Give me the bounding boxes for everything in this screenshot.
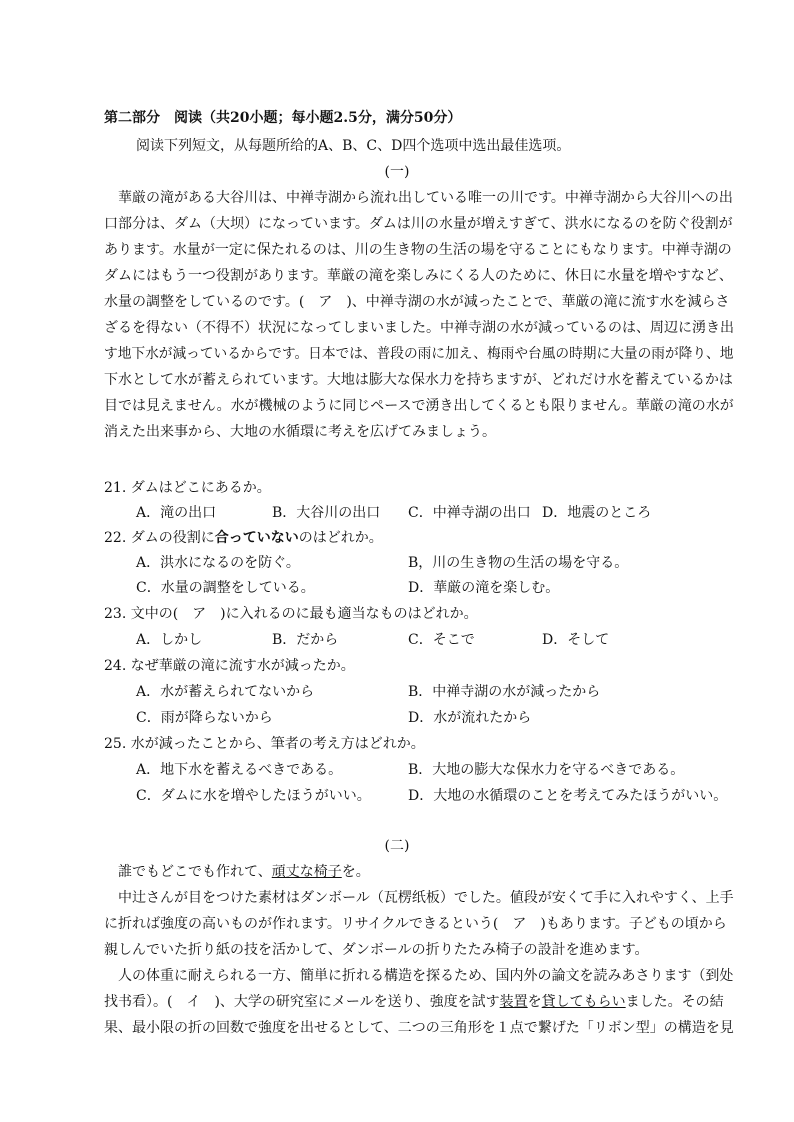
passage2-title-underlined: 頑丈な椅子 [271,864,342,880]
passage2-line5-post: ました。その結 [625,994,724,1010]
passage2-line: 親しんでいた折り紙の技を活かして、ダンボールの折りたたみ椅子の設計を進めます。 [104,942,649,958]
passage2-line: 中辻さんが目をつけた素材はダンボール（瓦楞纸板）でした。値段が安くて手に入れやすく、上手 [118,890,734,906]
question-22-stem-pre: 22. ダムの役割に [104,530,215,546]
question-25-stem: 25. 水が減ったことから、筆者の考え方はどれか。 [104,736,425,752]
passage1-line: ざるを得ない（不得不）状況になってしまいました。中禅寺湖の水が減っているのは、周辺に湧き出 [104,320,734,336]
passage1-line: 口部分は、ダム（大坝）になっています。ダムは川の水量が増えすぎて、洪水になるのを防ぐ役割が [104,216,733,232]
passage2-title-pre: 誰でもどこでも作れて、 [118,864,272,880]
passage1-line: 消えた出来事から、大地の水循環に考えを広げてみましょう。 [104,424,496,440]
question-24-option-c[interactable]: C．雨が降らないから [136,710,273,726]
question-21-option-c[interactable]: C．中禅寺湖の出口 [408,505,531,521]
question-24-option-a[interactable]: A．水が蓄えられてないから [136,684,315,700]
passage1-line: 華厳の滝がある大谷川は、中禅寺湖から流れ出している唯一の川です。中禅寺湖から大谷川への出 [118,190,733,206]
passage1-line: 下水として水が蓄えられています。大地は膨大な保水力を持ちますが、どれだけ水を蓄えているかは [104,372,733,388]
question-23-option-d[interactable]: D．そして [542,632,610,648]
question-22-option-b[interactable]: B，川の生き物の生活の場を守る。 [408,555,629,571]
passage2-title-post: を。 [341,864,370,880]
question-23-option-b[interactable]: B．だから [272,632,339,648]
question-25-option-d[interactable]: D．大地の水循環のことを考えてみたほうがいい。 [408,788,728,804]
section-instruction: 阅读下列短文，从每题所给的A、B、C、D四个选项中选出最佳选项。 [136,138,571,154]
passage1-line: す地下水が減っているからです。日本では、普段の雨に加え、梅雨や台風の時期に大量の雨が降り、地 [104,346,734,362]
question-22-stem-emphasis: 合っていない [214,530,299,546]
passage2-line [104,992,724,1012]
question-21-option-d[interactable]: D．地震のところ [542,505,652,521]
passage2-title [118,862,370,882]
question-21-option-a[interactable]: A．滝の出口 [136,505,217,521]
question-25-option-b[interactable]: B．大地の膨大な保水力を守るべきである。 [408,762,685,778]
passage2-line: 果、最小限の折の回数で強度を出せるとして、二つの三角形を１点で繋げた「リボン型」の構造を見 [104,1020,734,1036]
passage2-underlined-word: 装置 [499,994,528,1010]
passage2-line: 人の体重に耐えられる一方、簡単に折れる構造を探るため、国内外の論文を読みあさります（到处 [118,968,734,984]
passage1-line: あります。水量が一定に保たれるのは、川の生き物の生活の場を守ることにもなります。中禅寺湖の [104,242,732,258]
question-23-stem: 23. 文中の( ア )に入れるのに最も適当なものはどれか。 [104,606,478,622]
question-25-option-c[interactable]: C．ダムに水を増やしたほうがいい。 [136,788,371,804]
question-24-option-b[interactable]: B．中禅寺湖の水が減ったから [408,684,601,700]
passage1-line: 水量の調整をしているのです。( ア )、中禅寺湖の水が減ったことで、華厳の滝に流す水を減らさ [104,294,730,310]
passage2-label: (二) [384,838,410,854]
passage2-line5-pre: 找书看）。( イ )、大学の研究室にメールを送り、強度を試す [104,994,500,1010]
passage2-underlined-phrase: 貸してもらい [541,994,626,1010]
question-22-stem [104,528,383,548]
question-24-option-d[interactable]: D．水が流れたから [408,710,532,726]
passage1-label: (一) [384,164,410,180]
question-23-option-c[interactable]: C．そこで [408,632,475,648]
passage1-line: ダムにはもう一つ役割があります。華厳の滝を楽しみにくる人のために、休日に水量を増やすなど、 [104,268,733,284]
question-21-option-b[interactable]: B．大谷川の出口 [272,505,381,521]
question-23-option-a[interactable]: A．しかし [136,632,203,648]
passage1-line: 目では見えません。水が機械のように同じペースで湧き出してくるとも限りません。華厳の滝の水が [104,398,734,414]
question-21-stem: 21. ダムはどこにあるか。 [104,480,271,496]
passage2-line5-mid: を [527,994,542,1010]
passage2-line: に折れば強度の高いものが作れます。リサイクルできるという( ア )もあります。子どもの頃から [104,916,727,932]
question-25-option-a[interactable]: A．地下水を蓄えるべきである。 [136,762,343,778]
question-24-stem: 24. なぜ華厳の滝に流す水が減ったか。 [104,658,355,674]
section-heading: 第二部分 阅读（共20小题；每小题2.5分，满分50分） [104,110,462,126]
question-22-option-c[interactable]: C．水量の調整をしている。 [136,580,315,596]
question-22-option-a[interactable]: A．洪水になるのを防ぐ。 [136,555,300,571]
question-22-option-d[interactable]: D．華厳の滝を楽しむ。 [408,580,560,596]
question-22-stem-post: のはどれか。 [298,530,383,546]
